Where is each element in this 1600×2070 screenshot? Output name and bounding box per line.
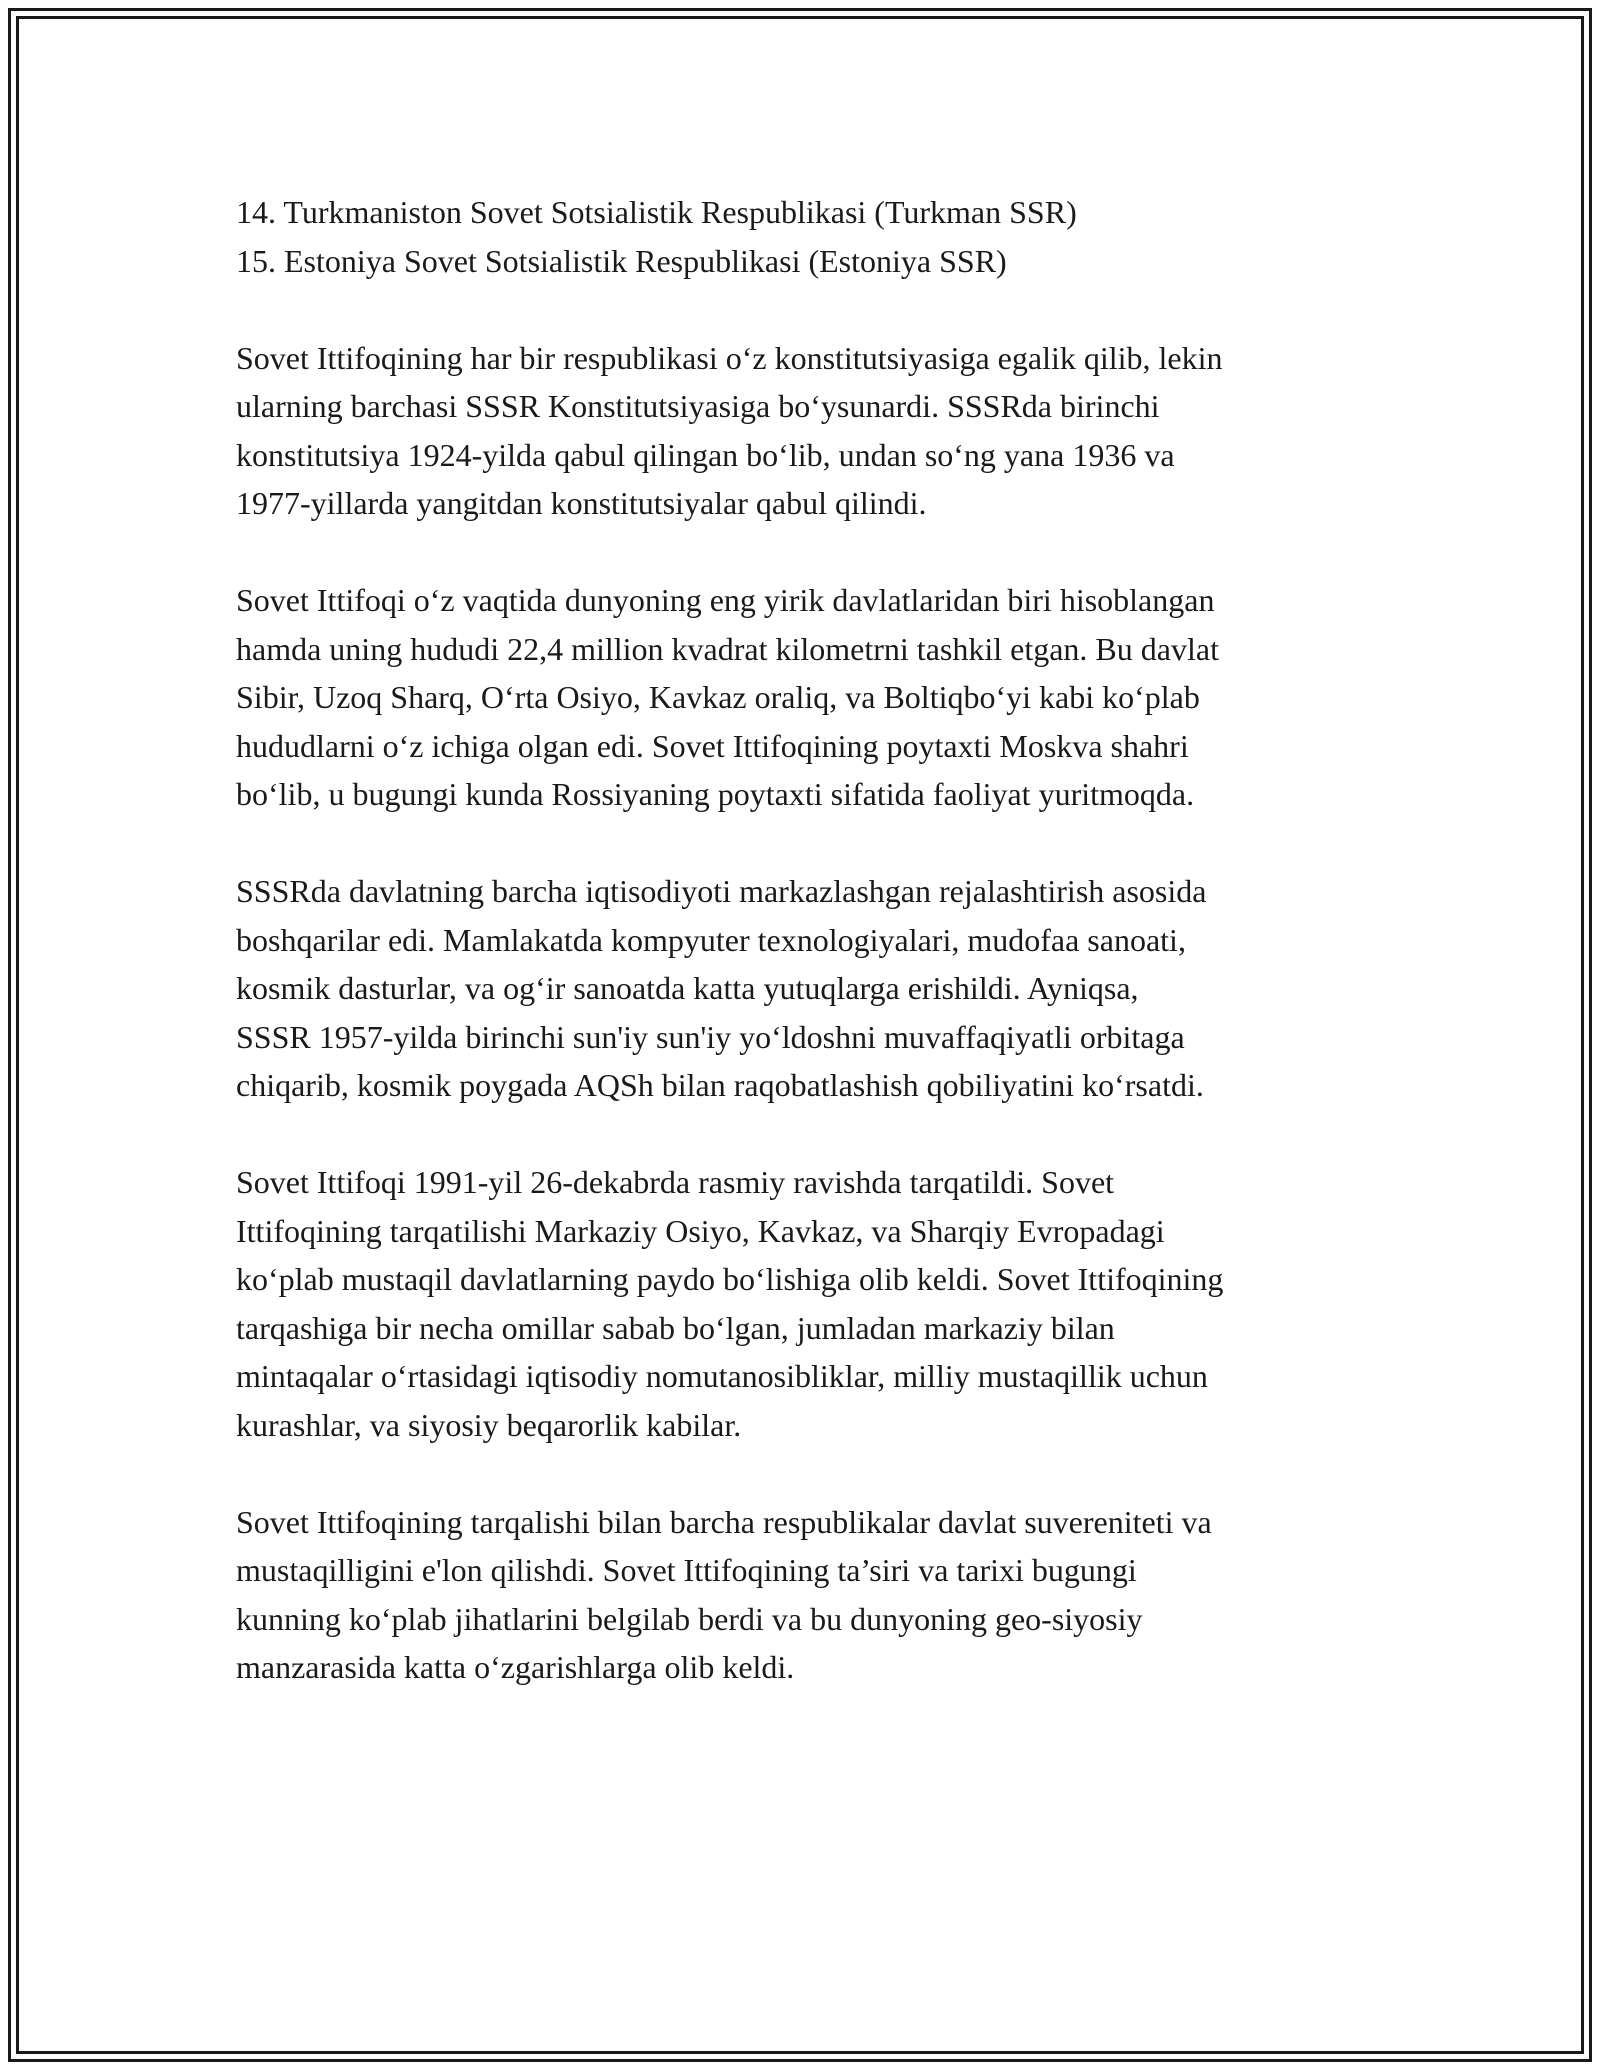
- paragraph-line: konstitutsiya 1924-yilda qabul qilingan bo‘lib, undan so‘ng yana 1936 va: [236, 436, 1175, 473]
- paragraph-line: hududlarni o‘z ichiga olgan edi. Sovet Ittifoqining poytaxti Moskva shahri: [236, 727, 1189, 764]
- paragraph-line: Sovet Ittifoqi 1991-yil 26-dekabrda rasmiy ravishda tarqatildi. Sovet: [236, 1164, 1115, 1200]
- paragraph-line: hamda uning hududi 22,4 million kvadrat kilometrni tashkil etgan. Bu davlat: [236, 630, 1219, 667]
- paragraph-line: Sovet Ittifoqi o‘z vaqtida dunyoning eng yirik davlatlaridan biri hisoblangan: [236, 582, 1215, 618]
- paragraph-line: Sovet Ittifoqining tarqalishi bilan barcha respublikalar davlat suvereniteti va: [236, 1503, 1212, 1540]
- paragraph-line: kurashlar, va siyosiy beqarorlik kabilar.: [236, 1406, 742, 1443]
- document-body: [236, 188, 1386, 1692]
- paragraph-line: ko‘plab mustaqil davlatlarning paydo bo‘lishiga olib keldi. Sovet Ittifoqining: [236, 1261, 1224, 1297]
- paragraph-line: SSSR 1957-yilda birinchi sun'iy sun'iy yo‘ldoshni muvaffaqiyatli orbitaga: [236, 1018, 1185, 1055]
- list-item-15: 15. Estoniya Sovet Sotsialistik Respublikasi (Estoniya SSR): [236, 242, 1007, 279]
- paragraph-line: mintaqalar o‘rtasidagi iqtisodiy nomutanosibliklar, milliy mustaqillik uchun: [236, 1358, 1208, 1394]
- list-item-14: 14. Turkmaniston Sovet Sotsialistik Respublikasi (Turkman SSR): [236, 194, 1077, 230]
- paragraph-territory: [236, 576, 1386, 819]
- paragraph-line: manzarasida katta o‘zgarishlarga olib keldi.: [236, 1649, 795, 1685]
- paragraph-dissolution: [236, 1158, 1386, 1449]
- paragraph-line: ularning barchasi SSSR Konstitutsiyasiga bo‘ysunardi. SSSRda birinchi: [236, 388, 1160, 424]
- paragraph-economy: [236, 867, 1386, 1110]
- paragraph-sovereignty: [236, 1498, 1386, 1692]
- paragraph-line: Sovet Ittifoqining har bir respublikasi o‘z konstitutsiyasiga egalik qilib, lekin: [236, 339, 1223, 376]
- paragraph-line: kunning ko‘plab jihatlarini belgilab berdi va bu dunyoning geo-siyosiy: [236, 1600, 1143, 1637]
- paragraph-line: Ittifoqining tarqatilishi Markaziy Osiyo, Kavkaz, va Sharqiy Evropadagi: [236, 1212, 1165, 1249]
- paragraph-line: boshqarilar edi. Mamlakatda kompyuter texnologiyalari, mudofaa sanoati,: [236, 921, 1186, 958]
- paragraph-line: SSSRda davlatning barcha iqtisodiyoti markazlashgan rejalashtirish asosida: [236, 873, 1207, 909]
- paragraph-line: bo‘lib, u bugungi kunda Rossiyaning poytaxti sifatida faoliyat yuritmoqda.: [236, 776, 1195, 812]
- paragraph-line: chiqarib, kosmik poygada AQSh bilan raqobatlashish qobiliyatini ko‘rsatdi.: [236, 1067, 1204, 1103]
- paragraph-line: tarqashiga bir necha omillar sabab bo‘lgan, jumladan markaziy bilan: [236, 1309, 1115, 1346]
- paragraph-line: 1977-yillarda yangitdan konstitutsiyalar qabul qilindi.: [236, 485, 927, 521]
- paragraph-line: mustaqilligini e'lon qilishdi. Sovet Ittifoqining ta’siri va tarixi bugungi: [236, 1552, 1137, 1588]
- paragraph-line: Sibir, Uzoq Sharq, O‘rta Osiyo, Kavkaz oraliq, va Boltiqbo‘yi kabi ko‘plab: [236, 679, 1200, 715]
- paragraph-constitution: [236, 334, 1386, 528]
- paragraph-line: kosmik dasturlar, va og‘ir sanoatda katta yutuqlarga erishildi. Ayniqsa,: [236, 970, 1139, 1006]
